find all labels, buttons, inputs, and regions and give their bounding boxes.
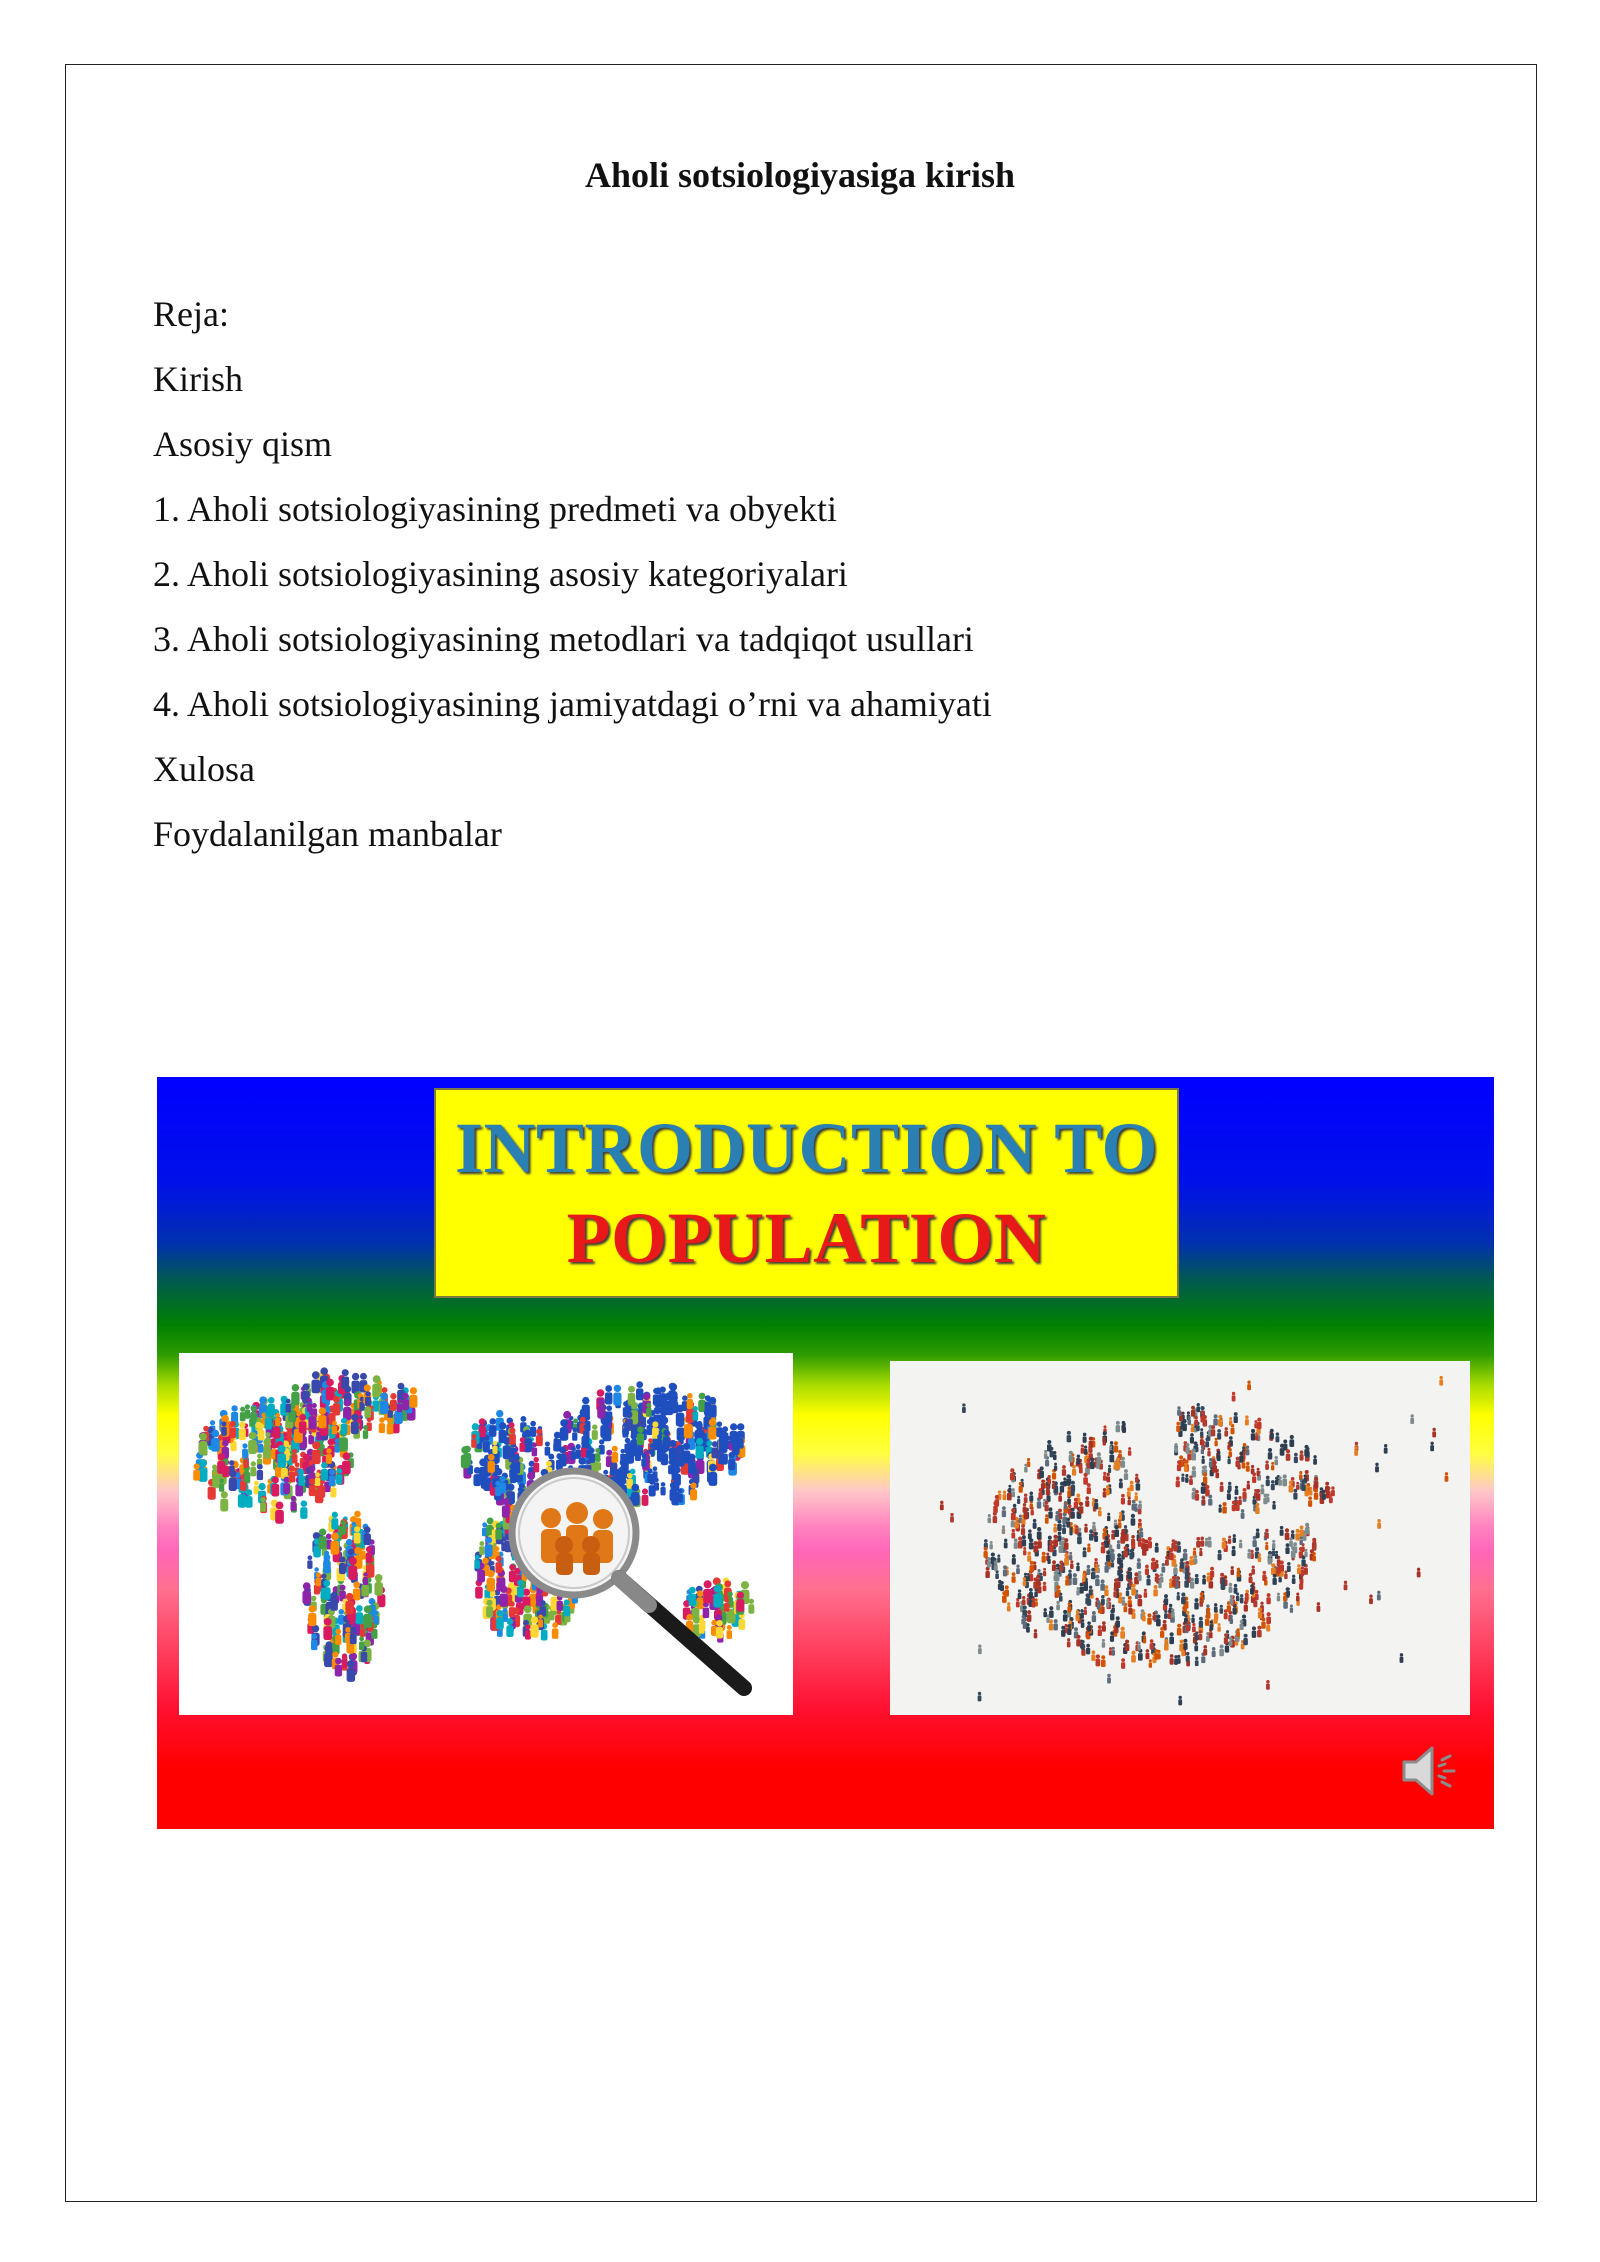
crowd-pie-chart-illustration	[890, 1361, 1470, 1715]
magnifier-icon	[512, 1471, 744, 1688]
plan-item: 2. Aholi sotsiologiyasining asosiy kategoriyalari	[153, 554, 848, 594]
world-map-image	[179, 1353, 793, 1715]
plan-item: 3. Aholi sotsiologiyasining metodlari va tadqiqot usullari	[153, 619, 974, 659]
plan-item: Kirish	[153, 359, 243, 399]
plan-item: 4. Aholi sotsiologiyasining jamiyatdagi o’rni va ahamiyati	[153, 684, 992, 724]
slide-title-line1: INTRODUCTION TO	[455, 1108, 1158, 1188]
speaker-icon[interactable]	[1398, 1742, 1468, 1800]
plan-item: Asosiy qism	[153, 424, 333, 464]
plan-item: 1. Aholi sotsiologiyasining predmeti va obyekti	[153, 489, 837, 529]
plan-item: Reja:	[153, 294, 229, 334]
document-title: Aholi sotsiologiyasiga kirish	[584, 155, 1016, 195]
slide-title-line2: POPULATION	[566, 1198, 1047, 1278]
slide-image	[157, 1077, 1494, 1829]
crowd-pie-image	[890, 1361, 1470, 1715]
world-map-people-illustration	[179, 1353, 793, 1715]
plan-item: Xulosa	[153, 749, 255, 789]
slide-title-box	[434, 1088, 1179, 1298]
plan-item: Foydalanilgan manbalar	[153, 814, 502, 854]
plan-list	[153, 282, 992, 867]
